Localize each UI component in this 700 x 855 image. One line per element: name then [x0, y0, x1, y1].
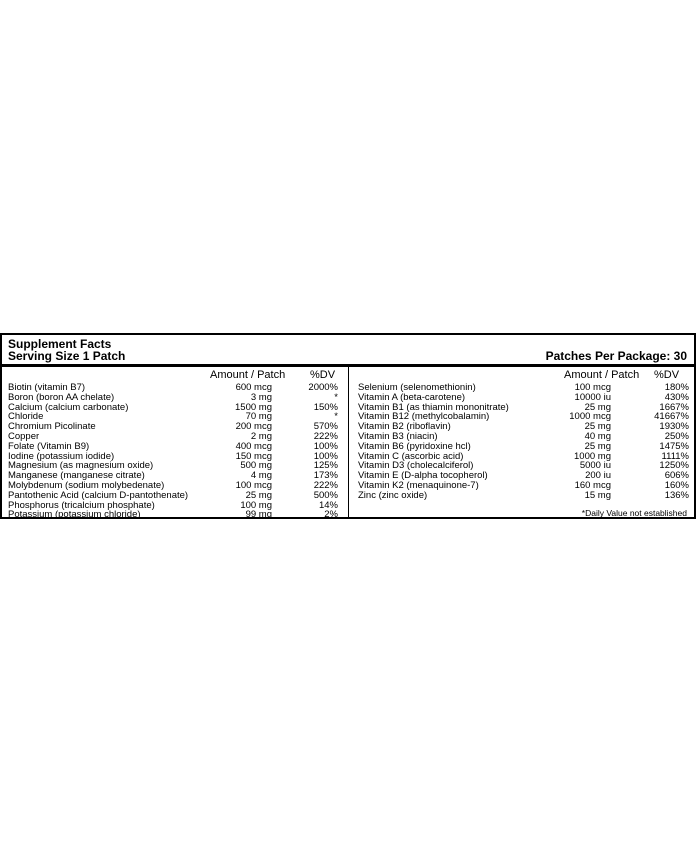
nutrient-amount: 25 mg	[245, 489, 272, 501]
nutrient-amount: 200 iu	[585, 470, 611, 482]
nutrient-dv: 2%	[324, 509, 338, 521]
nutrient-name: Vitamin C (ascorbic acid)	[358, 450, 464, 462]
nutrient-amount: 40 mg	[584, 430, 611, 442]
nutrient-dv: 1667%	[659, 401, 689, 413]
nutrient-name: Folate (Vitamin B9)	[8, 440, 90, 452]
nutrient-amount: 3 mg	[250, 391, 272, 403]
nutrient-name: Zinc (zinc oxide)	[358, 489, 428, 501]
nutrient-dv: 125%	[313, 460, 338, 472]
serving-size: Serving Size 1 Patch	[8, 349, 126, 363]
right-dv-header: %DV	[654, 369, 680, 381]
nutrient-amount: 5000 iu	[579, 460, 611, 472]
right-amount-header: Amount / Patch	[564, 369, 640, 381]
nutrient-name: Vitamin B1 (as thiamin mononitrate)	[358, 401, 509, 413]
nutrient-dv: 250%	[664, 430, 689, 442]
nutrient-amount: 1000 mcg	[569, 411, 611, 423]
nutrient-amount: 25 mg	[584, 440, 611, 452]
nutrient-amount: 1500 mg	[235, 401, 272, 413]
nutrient-amount: 150 mcg	[235, 450, 272, 462]
nutrient-name: Magnesium (as magnesium oxide)	[8, 460, 154, 472]
nutrient-name: Potassium (potassium chloride)	[8, 509, 141, 521]
nutrient-amount: 100 mcg	[574, 382, 611, 393]
left-nutrient-list	[8, 383, 338, 520]
nutrient-name: Calcium (calcium carbonate)	[8, 401, 129, 413]
footnote: *Daily Value not established	[581, 508, 687, 518]
nutrient-name: Selenium (selenomethionin)	[358, 382, 476, 393]
nutrient-amount: 4 mg	[250, 470, 272, 482]
nutrient-dv: 160%	[664, 479, 689, 491]
patches-per-package: Patches Per Package: 30	[545, 349, 687, 363]
nutrient-amount: 10000 iu	[574, 391, 611, 403]
nutrient-dv: 41667%	[654, 411, 689, 423]
nutrient-name: Chloride	[8, 411, 44, 423]
nutrient-name: Phosphorus (tricalcium phosphate)	[8, 499, 155, 511]
nutrient-amount: 200 mcg	[235, 421, 272, 433]
nutrient-amount: 500 mg	[240, 460, 272, 472]
panel-title: Supplement Facts	[8, 337, 112, 351]
nutrient-row	[8, 422, 338, 432]
nutrient-amount: 2 mg	[250, 430, 272, 442]
nutrient-name: Manganese (manganese citrate)	[8, 470, 145, 482]
nutrient-dv: 1250%	[659, 460, 689, 472]
nutrient-dv: 100%	[313, 440, 338, 452]
nutrient-amount: 70 mg	[245, 411, 272, 423]
nutrient-name: Vitamin B12 (methylcobalamin)	[358, 411, 490, 423]
nutrient-dv: 570%	[313, 421, 338, 433]
nutrient-name: Vitamin E (D-alpha tocopherol)	[358, 470, 488, 482]
nutrient-amount: 25 mg	[584, 421, 611, 433]
nutrient-dv: 150%	[313, 401, 338, 413]
nutrient-dv: 173%	[313, 470, 338, 482]
nutrient-dv: 136%	[664, 489, 689, 501]
nutrient-dv: 2000%	[308, 382, 338, 393]
nutrient-dv: 1475%	[659, 440, 689, 452]
nutrient-name: Vitamin B3 (niacin)	[358, 430, 438, 442]
left-dv-header: %DV	[310, 369, 336, 381]
nutrient-dv: *	[334, 411, 338, 423]
nutrient-amount: 100 mcg	[235, 479, 272, 491]
nutrient-row	[358, 491, 689, 501]
nutrient-amount: 15 mg	[584, 489, 611, 501]
nutrient-name: Molybdenum (sodium molybedenate)	[8, 479, 165, 491]
nutrient-name: Chromium Picolinate	[8, 421, 96, 433]
nutrient-amount: 25 mg	[584, 401, 611, 413]
nutrient-name: Vitamin B2 (riboflavin)	[358, 421, 451, 433]
nutrient-dv: 430%	[664, 391, 689, 403]
nutrient-row	[8, 510, 338, 520]
nutrient-dv: 222%	[313, 479, 338, 491]
nutrient-name: Boron (boron AA chelate)	[8, 391, 115, 403]
nutrient-amount: 400 mcg	[235, 440, 272, 452]
left-amount-header: Amount / Patch	[210, 369, 286, 381]
nutrient-dv: 14%	[318, 499, 338, 511]
nutrient-name: Vitamin B6 (pyridoxine hcl)	[358, 440, 471, 452]
nutrient-row	[8, 403, 338, 413]
nutrient-name: Biotin (vitamin B7)	[8, 382, 86, 393]
nutrient-name: Pantothenic Acid (calcium D-pantothenate)	[8, 489, 189, 501]
nutrient-amount: 160 mcg	[574, 479, 611, 491]
nutrient-name: Vitamin D3 (cholecalciferol)	[358, 460, 474, 472]
nutrient-dv: 180%	[664, 382, 689, 393]
right-nutrient-list	[358, 383, 689, 501]
nutrient-dv: 1930%	[659, 421, 689, 433]
nutrient-name: Vitamin K2 (menaquinone-7)	[358, 479, 479, 491]
nutrient-amount: 99 mg	[245, 509, 272, 521]
supplement-facts-panel	[0, 333, 696, 519]
nutrient-amount: 1000 mg	[574, 450, 611, 462]
nutrient-dv: 500%	[313, 489, 338, 501]
nutrient-dv: 1111%	[661, 450, 689, 462]
column-divider	[348, 367, 349, 517]
nutrient-name: Iodine (potassium iodide)	[8, 450, 115, 462]
nutrient-name: Vitamin A (beta-carotene)	[358, 391, 466, 403]
nutrient-amount: 600 mcg	[235, 382, 272, 393]
nutrient-name: Copper	[8, 430, 40, 442]
nutrient-dv: *	[334, 391, 338, 403]
nutrient-dv: 222%	[313, 430, 338, 442]
nutrient-dv: 606%	[664, 470, 689, 482]
nutrient-dv: 100%	[313, 450, 338, 462]
nutrient-amount: 100 mg	[240, 499, 272, 511]
